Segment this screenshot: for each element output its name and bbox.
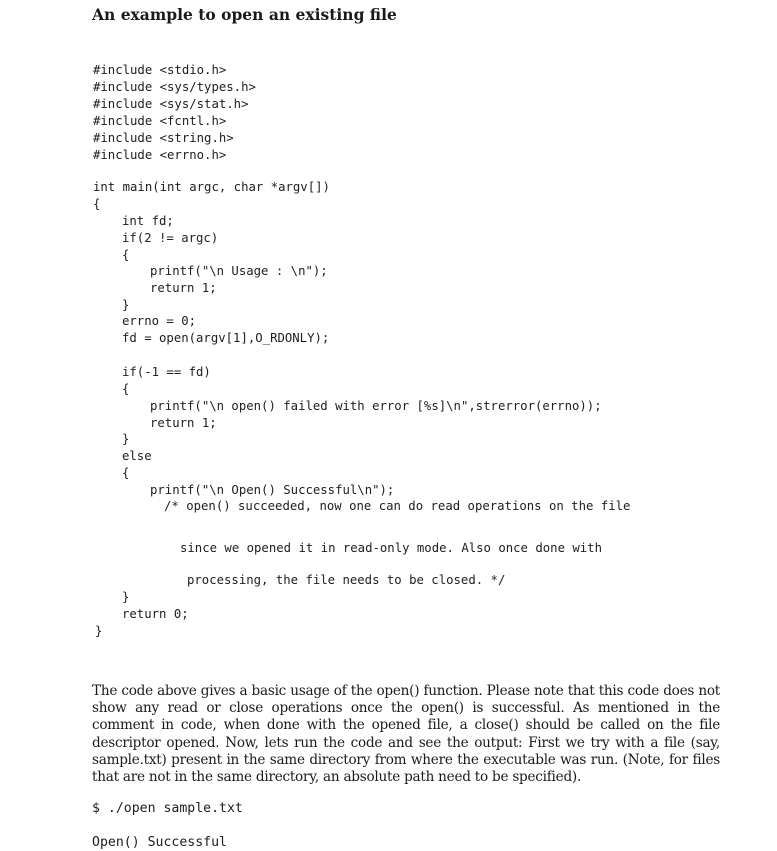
code-brace: { <box>93 197 101 211</box>
code-brace: { <box>122 248 130 262</box>
include-line: #include <string.h> <box>93 131 234 145</box>
code-statement: printf("\n Open() Successful\n"); <box>150 483 395 497</box>
code-statement: if(-1 == fd) <box>122 365 211 379</box>
program-output: Open() Successful <box>92 835 227 850</box>
include-line: #include <sys/types.h> <box>93 80 256 94</box>
section-heading: An example to open an existing file <box>92 5 397 24</box>
code-comment: processing, the file needs to be closed. */ <box>187 573 506 587</box>
code-statement: else <box>122 449 152 463</box>
code-comment: since we opened it in read-only mode. Also once done with <box>180 541 602 555</box>
code-statement: printf("\n Usage : \n"); <box>150 264 328 278</box>
code-brace: } <box>122 298 130 312</box>
code-statement: return 1; <box>150 416 217 430</box>
code-statement: int fd; <box>122 214 174 228</box>
code-brace: } <box>122 590 130 604</box>
code-brace: } <box>95 624 103 638</box>
shell-command: $ ./open sample.txt <box>92 801 243 816</box>
include-line: #include <sys/stat.h> <box>93 97 249 111</box>
main-signature: int main(int argc, char *argv[]) <box>93 180 330 194</box>
include-line: #include <stdio.h> <box>93 63 227 77</box>
body-paragraph: The code above gives a basic usage of the open() function. Please note that this code does not show any read or close operations once the open() is successful. As mentioned in the comment in code, when done with the opened file, a close() should be called on the file descriptor opened. Now, lets run the code and see the output: First we try with a file (say, sample.txt) present in the same directory from where the executable was run. (Note, for files that are not in the same directory, an absolute path need to be specified). <box>92 683 720 786</box>
code-statement: if(2 != argc) <box>122 231 219 245</box>
code-brace: } <box>122 432 130 446</box>
code-brace: { <box>122 466 130 480</box>
include-line: #include <fcntl.h> <box>93 114 227 128</box>
code-comment: /* open() succeeded, now one can do read operations on the file <box>164 499 631 513</box>
include-line: #include <errno.h> <box>93 148 227 162</box>
code-statement: fd = open(argv[1],O_RDONLY); <box>122 331 330 345</box>
code-statement: printf("\n open() failed with error [%s]\n",strerror(errno)); <box>150 399 602 413</box>
code-statement: return 0; <box>122 607 189 621</box>
code-statement: return 1; <box>150 281 217 295</box>
code-statement: errno = 0; <box>122 314 197 328</box>
code-brace: { <box>122 382 130 396</box>
